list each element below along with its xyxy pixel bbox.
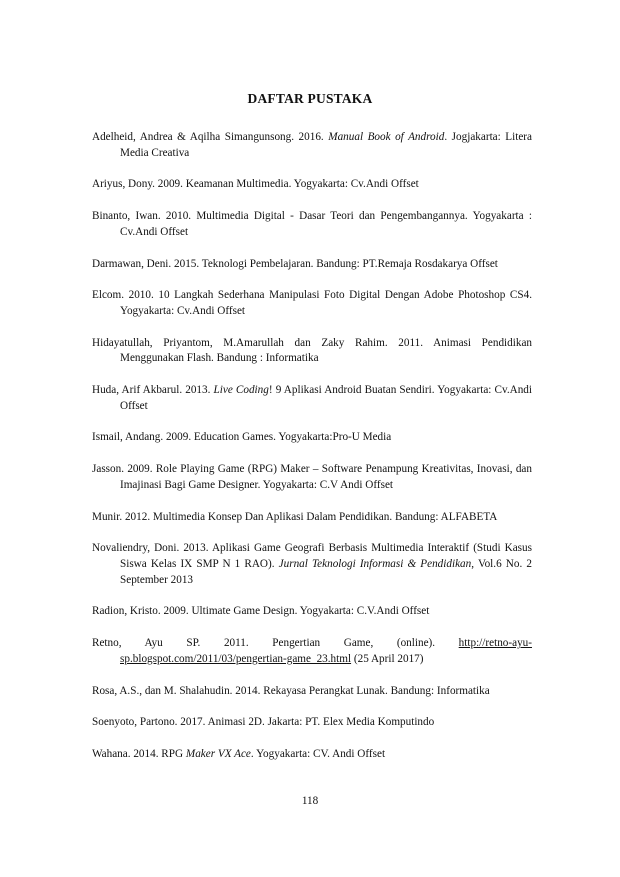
reference-entry	[92, 430, 532, 446]
page-number: 118	[301, 795, 319, 807]
reference-entry	[92, 747, 532, 763]
reference-entry	[92, 636, 532, 667]
reference-text: Adelheid, Andrea & Aqilha Simangunsong. 2016.	[92, 131, 329, 143]
reference-list	[92, 130, 532, 779]
reference-text: Jasson. 2009. Role Playing Game (RPG) Maker – Software Penampung Kreativitas, Inovasi, dan Imajinasi Bagi Game Designer. Yogyakarta: C.V Andi Offset	[92, 463, 532, 491]
reference-text: Elcom. 2010. 10 Langkah Sederhana Manipulasi Foto Digital Dengan Adobe Photoshop CS4. Yogyakarta: Cv.Andi Offset	[92, 289, 532, 317]
reference-entry	[92, 288, 532, 319]
reference-text: Darmawan, Deni. 2015. Teknologi Pembelajaran. Bandung: PT.Remaja Rosdakarya Offset	[92, 257, 498, 270]
reference-text: Munir. 2012. Multimedia Konsep Dan Aplikasi Dalam Pendidikan. Bandung: ALFABETA	[92, 510, 498, 523]
reference-text: ! 9 Aplikasi Android Buatan Sendiri. Yogyakarta: Cv.Andi Offset	[120, 384, 533, 412]
reference-text: Binanto, Iwan. 2010. Multimedia Digital - Dasar Teori dan Pengembangannya. Yogyakarta : Cv.Andi Offset	[92, 210, 532, 238]
reference-italic-text: Manual Book of Android	[328, 131, 445, 143]
reference-text: Wahana. 2014. RPG	[92, 748, 186, 761]
reference-text: Novaliendry, Doni. 2013. Aplikasi Game Geografi Berbasis Multimedia Interaktif (Studi Kasus Siswa Kelas IX SMP N 1 RAO).	[92, 542, 532, 570]
reference-entry	[92, 130, 532, 161]
reference-entry	[92, 383, 532, 414]
reference-entry	[92, 604, 532, 620]
reference-entry	[92, 541, 532, 588]
reference-text: Huda, Arif Akbarul. 2013.	[92, 384, 214, 397]
reference-italic-text: Live Coding	[213, 384, 269, 397]
reference-entry	[92, 684, 532, 700]
reference-link[interactable]: http://retno-ayu-sp.blogspot.com/2011/03/pengertian-game_23.html	[120, 637, 532, 665]
reference-text: Retno, Ayu SP. 2011. Pengertian Game, (online).	[92, 637, 459, 650]
reference-text: Ismail, Andang. 2009. Education Games. Yogyakarta:Pro-U Media	[92, 431, 392, 444]
page-title: DAFTAR PUSTAKA	[247, 91, 373, 106]
reference-text: Rosa, A.S., dan M. Shalahudin. 2014. Rekayasa Perangkat Lunak. Bandung: Informatika	[92, 684, 490, 697]
reference-italic-text: Maker VX Ace	[185, 748, 251, 761]
reference-entry	[92, 257, 532, 273]
reference-text: Hidayatullah, Priyantom, M.Amarullah dan Zaky Rahim. 2011. Animasi Pendidikan Menggunakan Flash. Bandung : Informatika	[92, 336, 532, 365]
reference-italic-text: Jurnal Teknologi Informasi & Pendidikan	[278, 557, 472, 570]
reference-entry	[92, 715, 532, 731]
reference-text: . Yogyakarta: CV. Andi Offset	[250, 748, 386, 761]
reference-entry	[92, 177, 532, 193]
reference-entry	[92, 462, 532, 493]
reference-entry	[92, 209, 532, 240]
reference-text: . Jogjakarta: Litera Media Creativa	[120, 131, 532, 159]
reference-text: Soenyoto, Partono. 2017. Animasi 2D. Jakarta: PT. Elex Media Komputindo	[92, 716, 435, 729]
reference-text: (25 April 2017)	[351, 652, 424, 665]
reference-text: Ariyus, Dony. 2009. Keamanan Multimedia. Yogyakarta: Cv.Andi Offset	[92, 178, 419, 191]
reference-entry	[92, 336, 532, 367]
reference-text: , Vol.6 No. 2 September 2013	[120, 557, 532, 586]
reference-text: Radion, Kristo. 2009. Ultimate Game Design. Yogyakarta: C.V.Andi Offset	[92, 605, 430, 618]
reference-entry	[92, 510, 532, 526]
